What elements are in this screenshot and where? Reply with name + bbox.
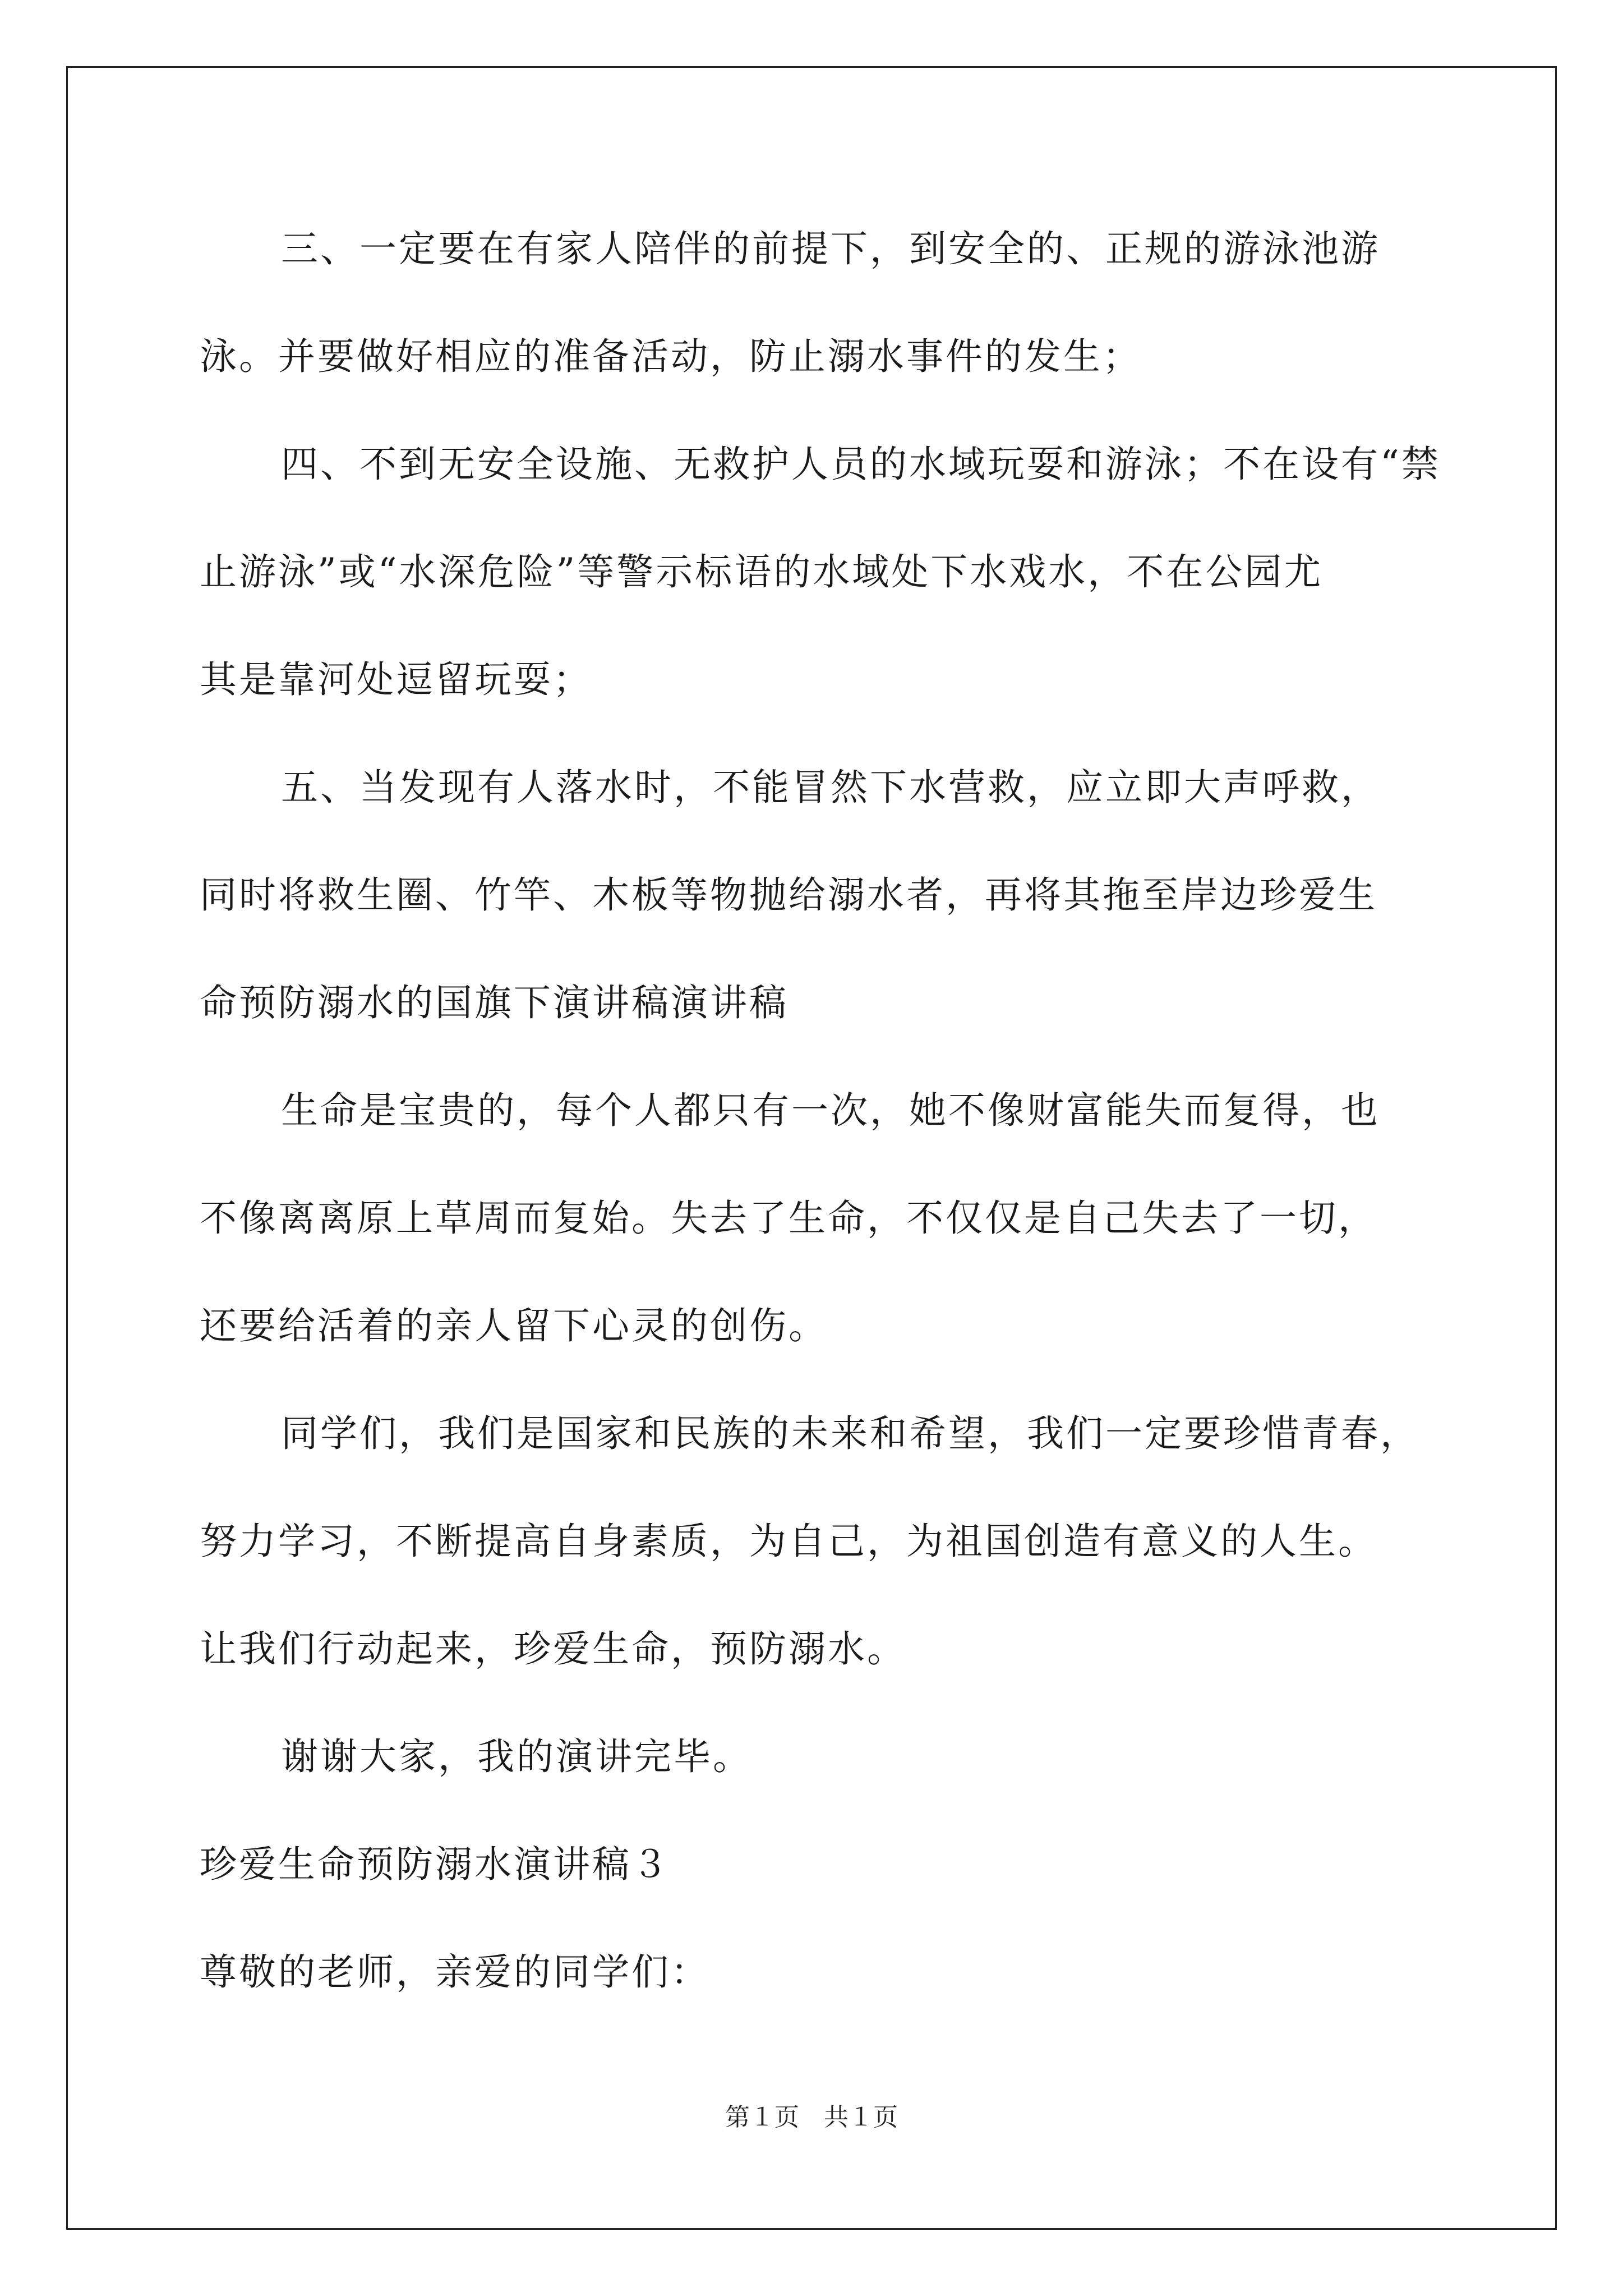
- text-line: 其是靠河处逗留玩耍；: [200, 658, 592, 701]
- text-line: 五、当发现有人落水时，不能冒然下水营救，应立即大声呼救，: [281, 766, 1380, 809]
- text-line: 同时将救生圈、竹竿、木板等物抛给溺水者，再将其拖至岸边珍爱生: [200, 873, 1377, 917]
- text-line: 止游泳”或“水深危险”等警示标语的水域处下水戏水，不在公园尤: [200, 550, 1324, 593]
- text-line: 努力学习，不断提高自身素质，为自己，为祖国创造有意义的人生。: [200, 1520, 1377, 1563]
- text-line: 不像离离原上草周而复始。失去了生命，不仅仅是自己失去了一切，: [200, 1197, 1377, 1240]
- salutation: 尊敬的老师，亲爱的同学们：: [200, 1950, 710, 1994]
- text-line: 让我们行动起来，珍爱生命，预防溺水。: [200, 1627, 906, 1671]
- text-line: 四、不到无安全设施、无救护人员的水域玩耍和游泳；不在设有“禁: [281, 443, 1441, 486]
- page-number: 第１页: [725, 2103, 799, 2132]
- text-line: 生命是宝贵的，每个人都只有一次，她不像财富能失而复得，也: [281, 1089, 1380, 1132]
- text-line: 命预防溺水的国旗下演讲稿演讲稿: [200, 981, 789, 1024]
- section-heading: 珍爱生命预防溺水演讲稿３: [200, 1843, 671, 1886]
- text-line: 谢谢大家，我的演讲完毕。: [281, 1735, 752, 1778]
- document-body: [200, 215, 1467, 2046]
- text-line: 同学们，我们是国家和民族的未来和希望，我们一定要珍惜青春，: [281, 1412, 1419, 1455]
- page-footer: [0, 2101, 1623, 2134]
- text-line: 还要给活着的亲人留下心灵的创伤。: [200, 1304, 828, 1347]
- page-total: 共１页: [824, 2103, 898, 2132]
- text-line: 泳。并要做好相应的准备活动，防止溺水事件的发生；: [200, 335, 1142, 378]
- text-line: 三、一定要在有家人陪伴的前提下，到安全的、正规的游泳池游: [281, 227, 1380, 270]
